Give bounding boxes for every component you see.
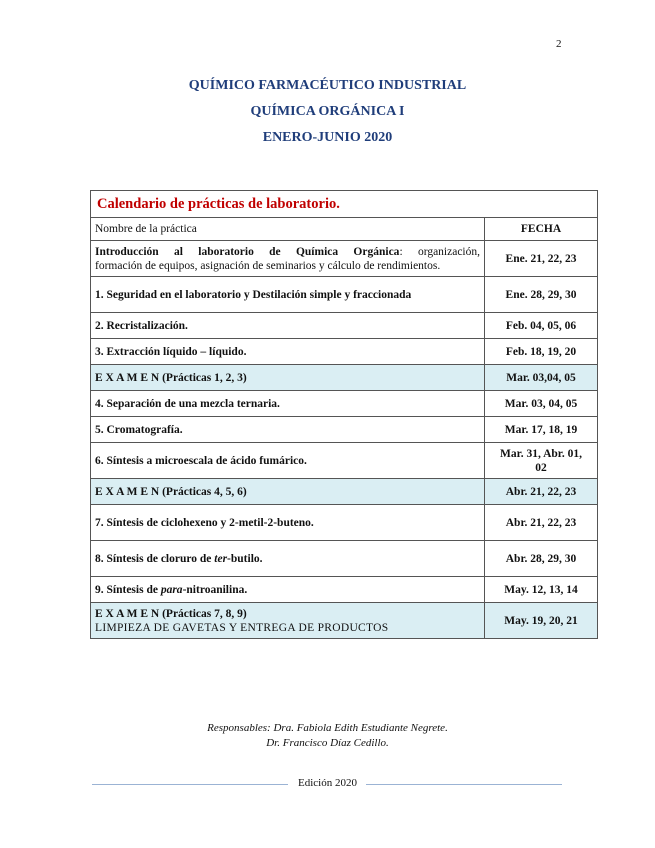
table-row: [91, 313, 598, 339]
term-title: ENERO-JUNIO 2020: [262, 130, 393, 145]
practice-schedule-table: [90, 190, 598, 639]
table-row: [91, 417, 598, 443]
exam-row: [91, 603, 598, 639]
table-row: [91, 391, 598, 417]
exam-date: Mar. 03,04, 05: [485, 365, 598, 391]
practice-name: 5. Cromatografía.: [91, 417, 485, 443]
practice-name: 4. Separación de una mezcla ternaria.: [91, 391, 485, 417]
table-caption-row: [91, 191, 598, 218]
practice-name-pre: 9. Síntesis de: [95, 583, 161, 596]
practice-name-pre: 8. Síntesis de cloruro de: [95, 552, 215, 565]
program-title: QUÍMICO FARMACÉUTICO INDUSTRIAL: [188, 78, 467, 93]
table-row: [91, 241, 598, 277]
exam-name: E X A M E N (Prácticas 4, 5, 6): [91, 479, 485, 505]
exam-name: [91, 603, 485, 639]
course-title: QUÍMICA ORGÁNICA I: [250, 104, 405, 119]
table-row: [91, 339, 598, 365]
edition-label: Edición 2020: [298, 777, 357, 789]
practice-name: 2. Recristalización.: [91, 313, 485, 339]
responsables-line2: Dr. Francisco Díaz Cedillo.: [266, 737, 389, 749]
practice-date: Feb. 04, 05, 06: [485, 313, 598, 339]
table-row: [91, 277, 598, 313]
exam-name: E X A M E N (Prácticas 1, 2, 3): [91, 365, 485, 391]
practice-name: 7. Síntesis de ciclohexeno y 2-metil-2-buteno.: [91, 505, 485, 541]
practice-name: [91, 241, 485, 277]
page-number: 2: [556, 38, 562, 50]
practice-date: Mar. 03, 04, 05: [485, 391, 598, 417]
exam-date: May. 19, 20, 21: [485, 603, 598, 639]
table-header-row: [91, 218, 598, 241]
responsables: [0, 721, 655, 751]
practice-date-line1: Mar. 31, Abr. 01,: [500, 447, 582, 460]
practice-name-rest: : organización,: [399, 245, 480, 258]
table-row: [91, 577, 598, 603]
practice-name-italic: para: [160, 583, 183, 596]
practice-name-post: -nitroanilina.: [182, 583, 248, 596]
column-header-name: Nombre de la práctica: [91, 218, 485, 241]
practice-date: Mar. 17, 18, 19: [485, 417, 598, 443]
practice-date: Abr. 28, 29, 30: [485, 541, 598, 577]
exam-date: Abr. 21, 22, 23: [485, 479, 598, 505]
practice-name: 6. Síntesis a microescala de ácido fumárico.: [91, 443, 485, 479]
table-row: [91, 443, 598, 479]
practice-date: Ene. 21, 22, 23: [485, 241, 598, 277]
practice-date-line2: 02: [535, 461, 547, 474]
table-row: [91, 541, 598, 577]
practice-name-line1: [95, 245, 480, 259]
practice-date: May. 12, 13, 14: [485, 577, 598, 603]
practice-date: Feb. 18, 19, 20: [485, 339, 598, 365]
exam-title: E X A M E N (Prácticas 7, 8, 9): [95, 607, 247, 620]
exam-row: [91, 479, 598, 505]
practice-name-line2: formación de equipos, asignación de seminarios y cálculo de rendimientos.: [95, 259, 441, 272]
table-caption: Calendario de prácticas de laboratorio.: [91, 191, 598, 218]
exam-row: [91, 365, 598, 391]
footer-divider-right: [366, 784, 562, 785]
practice-date: [485, 443, 598, 479]
practice-name: [91, 541, 485, 577]
column-header-date: FECHA: [485, 218, 598, 241]
table-row: [91, 505, 598, 541]
practice-date: Ene. 28, 29, 30: [485, 277, 598, 313]
practice-name-bold: Introducción al laboratorio de Química Orgánica: [95, 245, 400, 258]
practice-name-italic: ter: [214, 552, 228, 565]
practice-name: 3. Extracción líquido – líquido.: [91, 339, 485, 365]
practice-name: 1. Seguridad en el laboratorio y Destilación simple y fraccionada: [91, 277, 485, 313]
responsables-line1: Responsables: Dra. Fabiola Edith Estudiante Negrete.: [207, 722, 448, 734]
practice-date: Abr. 21, 22, 23: [485, 505, 598, 541]
exam-note: LIMPIEZA DE GAVETAS Y ENTREGA DE PRODUCTOS: [95, 621, 389, 634]
practice-name-post: -butilo.: [227, 552, 263, 565]
practice-name: [91, 577, 485, 603]
